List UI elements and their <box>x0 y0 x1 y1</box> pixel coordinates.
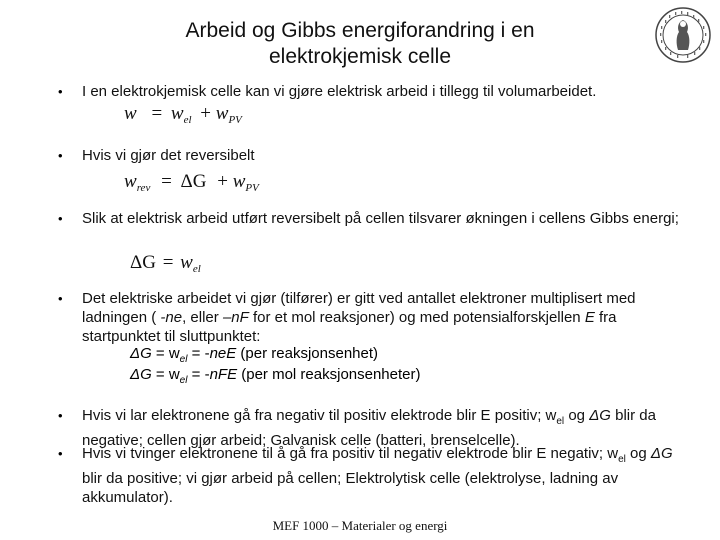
bullet-4-text: Det elektriske arbeidet vi gjør (tilfører) er gitt ved antallet elektroner multiplisert med ladningen ( -ne, eller –nF for et mol reaksjoner) og med potensialforskjellen E fra startpunktet til sluttpunktet: <box>82 290 636 345</box>
bullet-marker: • <box>58 408 63 423</box>
bullet-marker: • <box>58 446 63 461</box>
university-seal-icon <box>654 6 712 64</box>
slide-footer: MEF 1000 – Materialer og energi <box>272 518 448 533</box>
bullet-6-text: Hvis vi tvinger elektronene til å gå fra positiv til negativ elektrode blir E negativ; $w_{el}$ og ΔG blir da positive; vi gjør arbeid på cellen; Elektrolytisk celle (elektrolyse, ladning av akkumulator). <box>82 445 673 506</box>
formula-per-mol: $\Delta G = w_{el} = -nFE$ (per mol reaksjonsenheter) <box>130 366 421 386</box>
formula-reversible-work: $w_{rev} = \Delta G + w_{PV}$ <box>124 171 259 194</box>
bullet-1-text: I en elektrokjemisk celle kan vi gjøre elektrisk arbeid i tillegg til volumarbeidet. <box>82 83 597 100</box>
slide-title-line2: elektrokjemisk celle <box>268 45 452 68</box>
slide-title <box>110 18 610 70</box>
formula-work-total: $w = w_{el} + w_{PV}$ <box>124 103 242 126</box>
bullet-3-text: Slik at elektrisk arbeid utført reversibelt på cellen tilsvarer økningen i cellens Gibbs energi; <box>82 210 679 227</box>
bullet-2-text: Hvis vi gjør det reversibelt <box>82 147 255 164</box>
formula-gibbs-equals-work: $\Delta G = w_{el}$ <box>130 252 201 275</box>
bullet-marker: • <box>58 291 63 306</box>
bullet-marker: • <box>58 148 63 163</box>
slide-title-line1: Arbeid og Gibbs energiforandring i en <box>185 19 535 42</box>
bullet-5-text: Hvis vi lar elektronene gå fra negativ til positiv elektrode blir E positiv; $w_{el}$ og ΔG blir da negative; cellen gjør arbeid; Galvanisk celle (batteri, brenselcelle). <box>82 407 656 449</box>
formula-per-unit: $\Delta G = w_{el} = -neE$ (per reaksjonsenhet) <box>130 345 379 365</box>
bullet-marker: • <box>58 84 63 99</box>
bullet-marker: • <box>58 211 63 226</box>
